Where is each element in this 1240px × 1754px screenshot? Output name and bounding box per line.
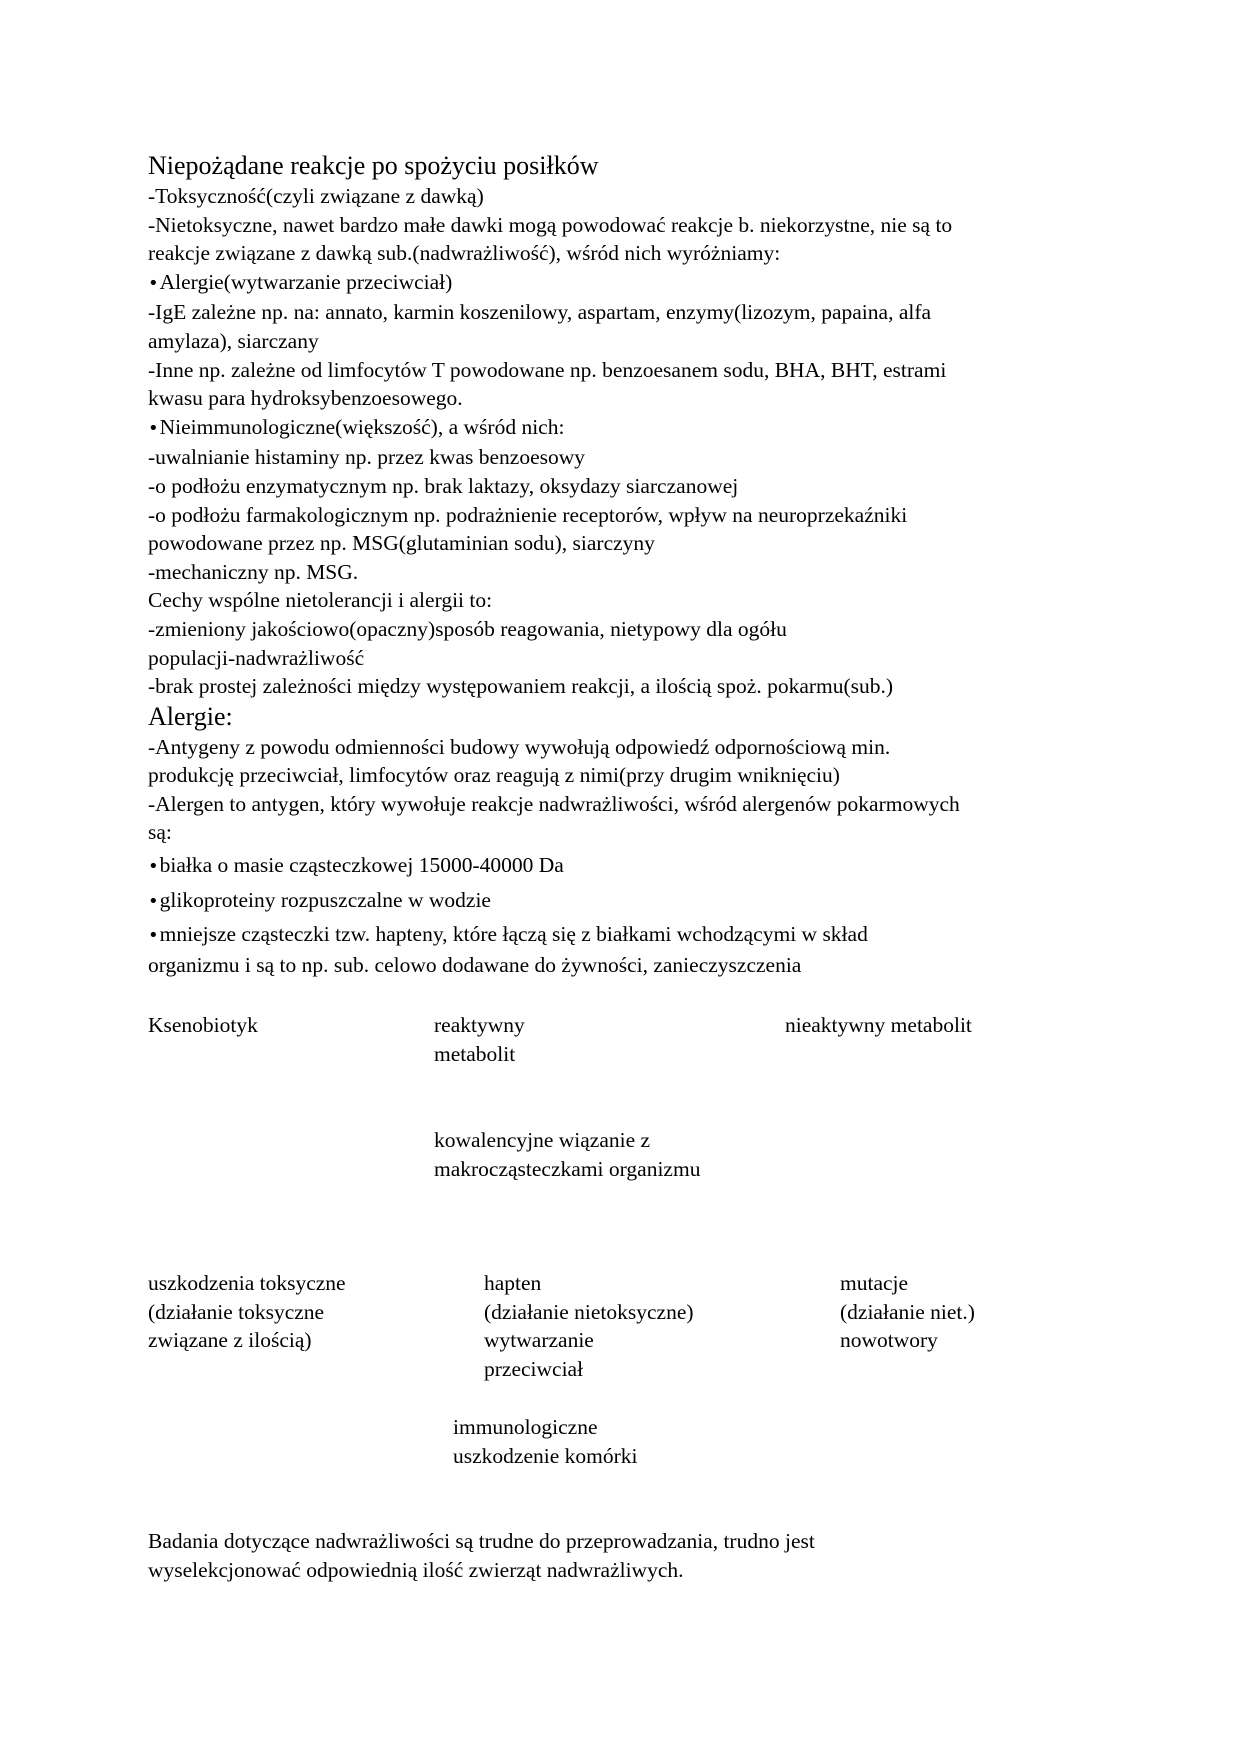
diagram-label: nowotwory bbox=[840, 1328, 938, 1353]
text-line: wyselekcjonować odpowiednią ilość zwierząt nadwrażliwych. bbox=[148, 1557, 684, 1582]
diagram-inactive-metabolite bbox=[785, 1011, 972, 1040]
document-title: Niepożądane reakcje po spożyciu posiłków bbox=[148, 151, 599, 180]
diagram-reactive-metabolite bbox=[434, 1011, 525, 1068]
diagram-label: Ksenobiotyk bbox=[148, 1013, 258, 1037]
diagram-immunological bbox=[453, 1413, 638, 1470]
text-line: produkcję przeciwciał, limfocytów oraz reagują z nimi(przy drugim wniknięciu) bbox=[148, 763, 840, 788]
diagram-label: (działanie nietoksyczne) bbox=[484, 1299, 694, 1324]
text-line: amylaza), siarczany bbox=[148, 328, 319, 353]
document-body bbox=[148, 150, 1108, 979]
text-line: -Antygeny z powodu odmienności budowy wywołują odpowiedź odpornościową min. bbox=[148, 734, 891, 759]
bullet-item: • mniejsze cząsteczki tzw. hapteny, które łączą się z białkami wchodzącymi w skład bbox=[148, 920, 1108, 951]
diagram-label: mutacje bbox=[840, 1271, 909, 1295]
diagram-label: przeciwciał bbox=[484, 1356, 584, 1381]
diagram-label: immunologiczne bbox=[453, 1415, 598, 1439]
text-line: -Toksyczność(czyli związane z dawką) bbox=[148, 184, 484, 208]
text-line: kwasu para hydroksybenzoesowego. bbox=[148, 386, 463, 411]
diagram-label: (działanie toksyczne bbox=[148, 1299, 325, 1324]
diagram-label: reaktywny bbox=[434, 1013, 525, 1037]
diagram-label: nieaktywny metabolit bbox=[785, 1013, 972, 1037]
text-line: -Inne np. zależne od limfocytów T powodowane np. benzoesanem sodu, BHA, BHT, estrami bbox=[148, 357, 947, 382]
bullet-item: • Alergie(wytwarzanie przeciwciał) bbox=[148, 268, 1108, 299]
text-line: -zmieniony jakościowo(opaczny)sposób reagowania, nietypowy dla ogółu bbox=[148, 616, 787, 641]
text-line: reakcje związane z dawką sub.(nadwrażliwość), wśród nich wyróżniamy: bbox=[148, 241, 781, 266]
diagram-mutations bbox=[840, 1269, 975, 1355]
text-line: organizmu i są to np. sub. celowo dodawane do żywności, zanieczyszczenia bbox=[148, 952, 802, 977]
diagram-hapten bbox=[484, 1269, 694, 1383]
diagram-toxic-damage bbox=[148, 1269, 346, 1355]
bullet-item: • glikoproteiny rozpuszczalne w wodzie bbox=[148, 886, 1108, 917]
text-line: -o podłożu enzymatycznym np. brak laktazy, oksydazy siarczanowej bbox=[148, 473, 739, 498]
diagram-label: hapten bbox=[484, 1271, 542, 1295]
text-line: -mechaniczny np. MSG. bbox=[148, 559, 359, 584]
text-line: populacji-nadwrażliwość bbox=[148, 645, 365, 670]
bullet-item: • Nieimmunologiczne(większość), a wśród nich: bbox=[148, 413, 1108, 444]
text-line: Cechy wspólne nietolerancji i alergii to: bbox=[148, 588, 493, 613]
diagram-label: metabolit bbox=[434, 1041, 516, 1066]
diagram-label: makrocząsteczkami organizmu bbox=[434, 1156, 701, 1181]
diagram-label: kowalencyjne wiązanie z bbox=[434, 1128, 651, 1152]
text-line: są: bbox=[148, 820, 172, 845]
diagram-label: związane z ilością) bbox=[148, 1328, 312, 1353]
diagram-covalent-binding bbox=[434, 1126, 700, 1183]
text-line: Badania dotyczące nadwrażliwości są trudne do przeprowadzania, trudno jest bbox=[148, 1529, 815, 1553]
diagram-ksenobiotyk bbox=[148, 1011, 258, 1040]
diagram-label: uszkodzenie komórki bbox=[453, 1443, 638, 1468]
section-heading: Alergie: bbox=[148, 701, 233, 731]
text-line: -Nietoksyczne, nawet bardzo małe dawki mogą powodować reakcje b. niekorzystne, nie są to bbox=[148, 212, 953, 237]
text-line: -o podłożu farmakologicznym np. podrażnienie receptorów, wpływ na neuroprzekaźniki bbox=[148, 502, 908, 527]
bullet-item: • białka o masie cząsteczkowej 15000-40000 Da bbox=[148, 851, 1108, 882]
text-line: -Alergen to antygen, który wywołuje reakcje nadwrażliwości, wśród alergenów pokarmowych bbox=[148, 791, 960, 816]
closing-paragraph bbox=[148, 1527, 815, 1584]
text-line: -IgE zależne np. na: annato, karmin koszenilowy, aspartam, enzymy(lizozym, papaina, alfa bbox=[148, 300, 932, 325]
text-line: -uwalnianie histaminy np. przez kwas benzoesowy bbox=[148, 445, 586, 470]
diagram-label: wytwarzanie bbox=[484, 1328, 594, 1353]
text-line: powodowane przez np. MSG(glutaminian sodu), siarczyny bbox=[148, 531, 655, 556]
diagram-label: (działanie niet.) bbox=[840, 1299, 975, 1324]
diagram-label: uszkodzenia toksyczne bbox=[148, 1271, 346, 1295]
text-line: -brak prostej zależności między występowaniem reakcji, a ilością spoż. pokarmu(sub.) bbox=[148, 674, 894, 699]
